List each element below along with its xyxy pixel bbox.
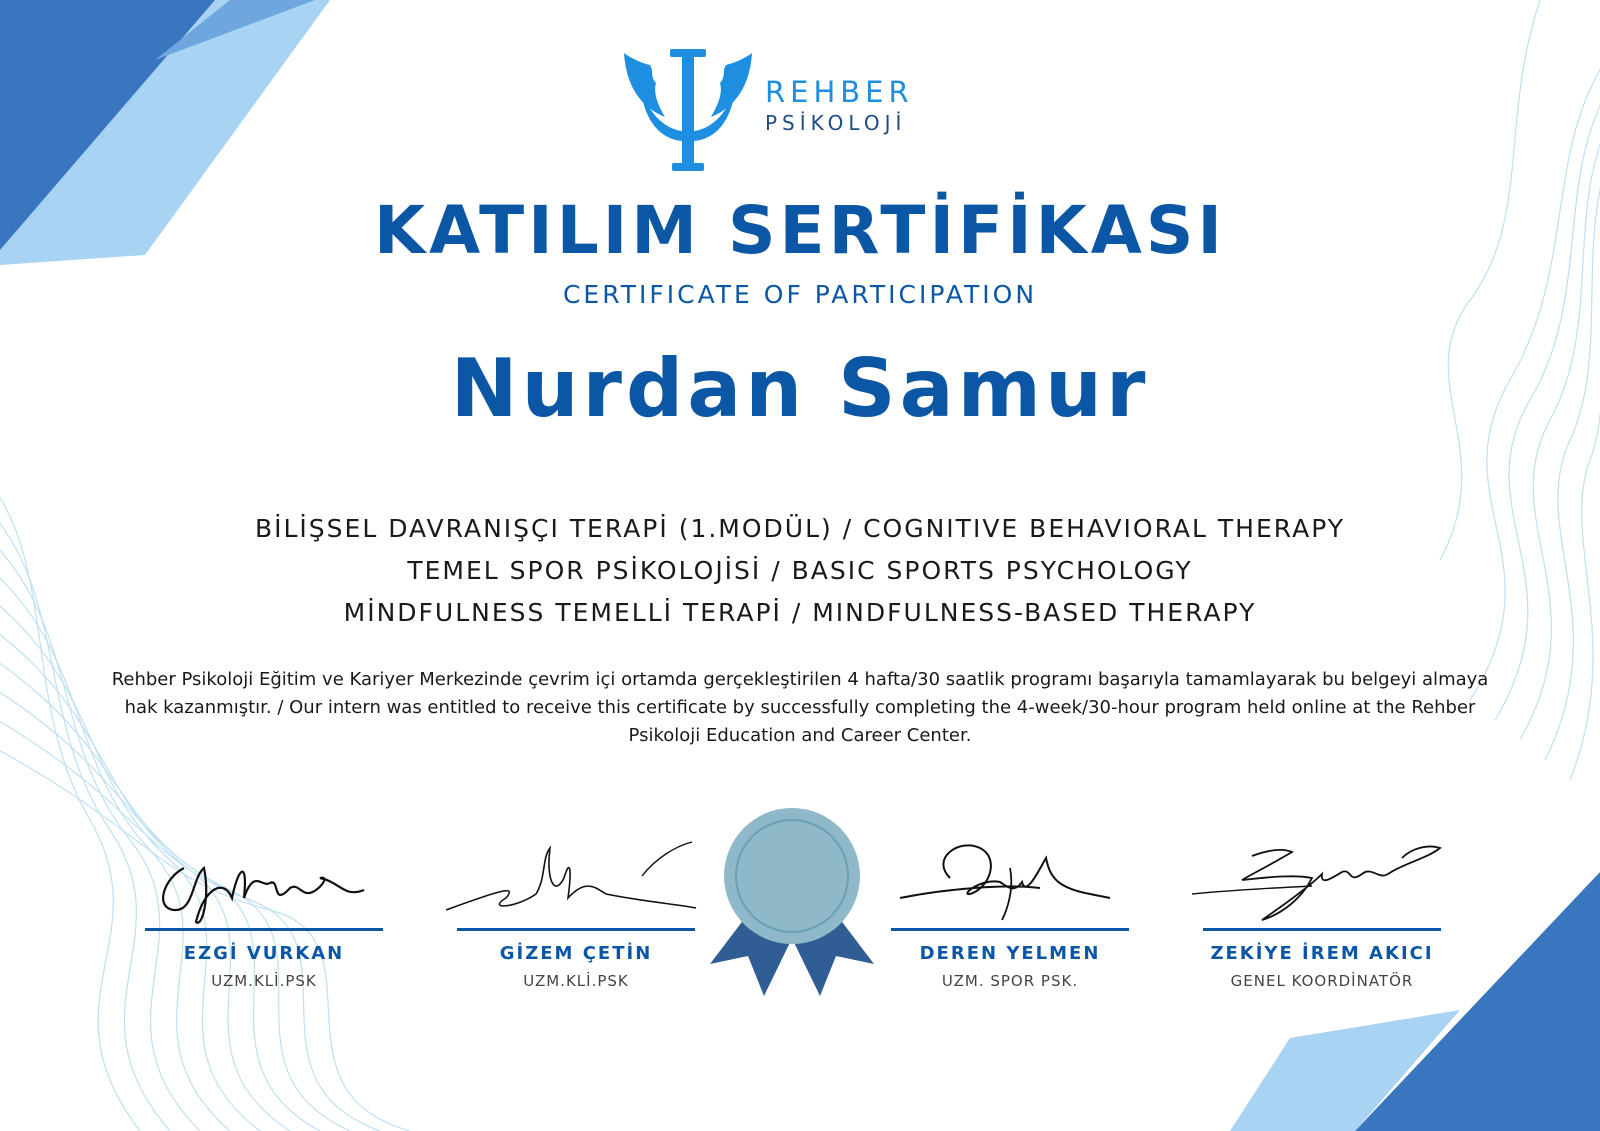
course-item: MİNDFULNESS TEMELLİ TERAPİ / MINDFULNESS-BASED THERAPY — [343, 598, 1257, 627]
signature-image — [1192, 838, 1452, 928]
course-item: TEMEL SPOR PSİKOLOJİSİ / BASIC SPORTS PSYCHOLOGY — [407, 556, 1193, 585]
course-list — [100, 508, 1500, 634]
signatory-role: UZM. SPOR PSK. — [941, 972, 1079, 990]
signature-line — [891, 928, 1129, 931]
signatory-name: DEREN YELMEN — [919, 943, 1101, 964]
signatory-name: EZGİ VURKAN — [183, 943, 345, 964]
brand-subname: PSİKOLOJİ — [765, 111, 907, 135]
brand-logo — [620, 45, 940, 180]
certificate-title: KATILIM SERTİFİKASI — [374, 192, 1226, 269]
course-item: BİLİŞSEL DAVRANIŞÇI TERAPİ (1.MODÜL) / COGNITIVE BEHAVIORAL THERAPY — [254, 514, 1346, 543]
signatory-role: GENEL KOORDİNATÖR — [1230, 972, 1414, 990]
signature-line — [1203, 928, 1441, 931]
signature-line — [457, 928, 695, 931]
brand-name: REHBER — [765, 75, 914, 109]
signatory-block — [880, 838, 1140, 990]
signature-image — [144, 838, 384, 928]
psi-faces-icon — [620, 45, 760, 175]
signature-image — [890, 838, 1130, 928]
signatory-role: UZM.KLİ.PSK — [211, 972, 317, 990]
signature-image — [446, 838, 706, 928]
recipient-name: Nurdan Samur — [450, 342, 1150, 435]
certificate-subtitle: CERTIFICATE OF PARTICIPATION — [562, 280, 1038, 309]
signatory-name: GİZEM ÇETİN — [499, 943, 653, 964]
certificate-description: Rehber Psikoloji Eğitim ve Kariyer Merkezinde çevrim içi ortamda gerçekleştirilen 4 hafta/30 saatlik programı başarıyla tamamlayarak bu belgeyi almaya hak kazanmıştır. / Our intern was entitled to receive this certificate by successfully completing the 4-week/30-hour program held online at the Rehber Psikoloji Education and Career Center. — [111, 669, 1489, 746]
signatory-role: UZM.KLİ.PSK — [523, 972, 629, 990]
signatory-block — [446, 838, 706, 990]
signatory-name: ZEKİYE İREM AKICI — [1210, 943, 1434, 964]
signature-line — [145, 928, 383, 931]
award-ribbon-icon — [702, 806, 882, 1010]
signatory-block — [1192, 838, 1452, 990]
signatory-block — [134, 838, 394, 990]
